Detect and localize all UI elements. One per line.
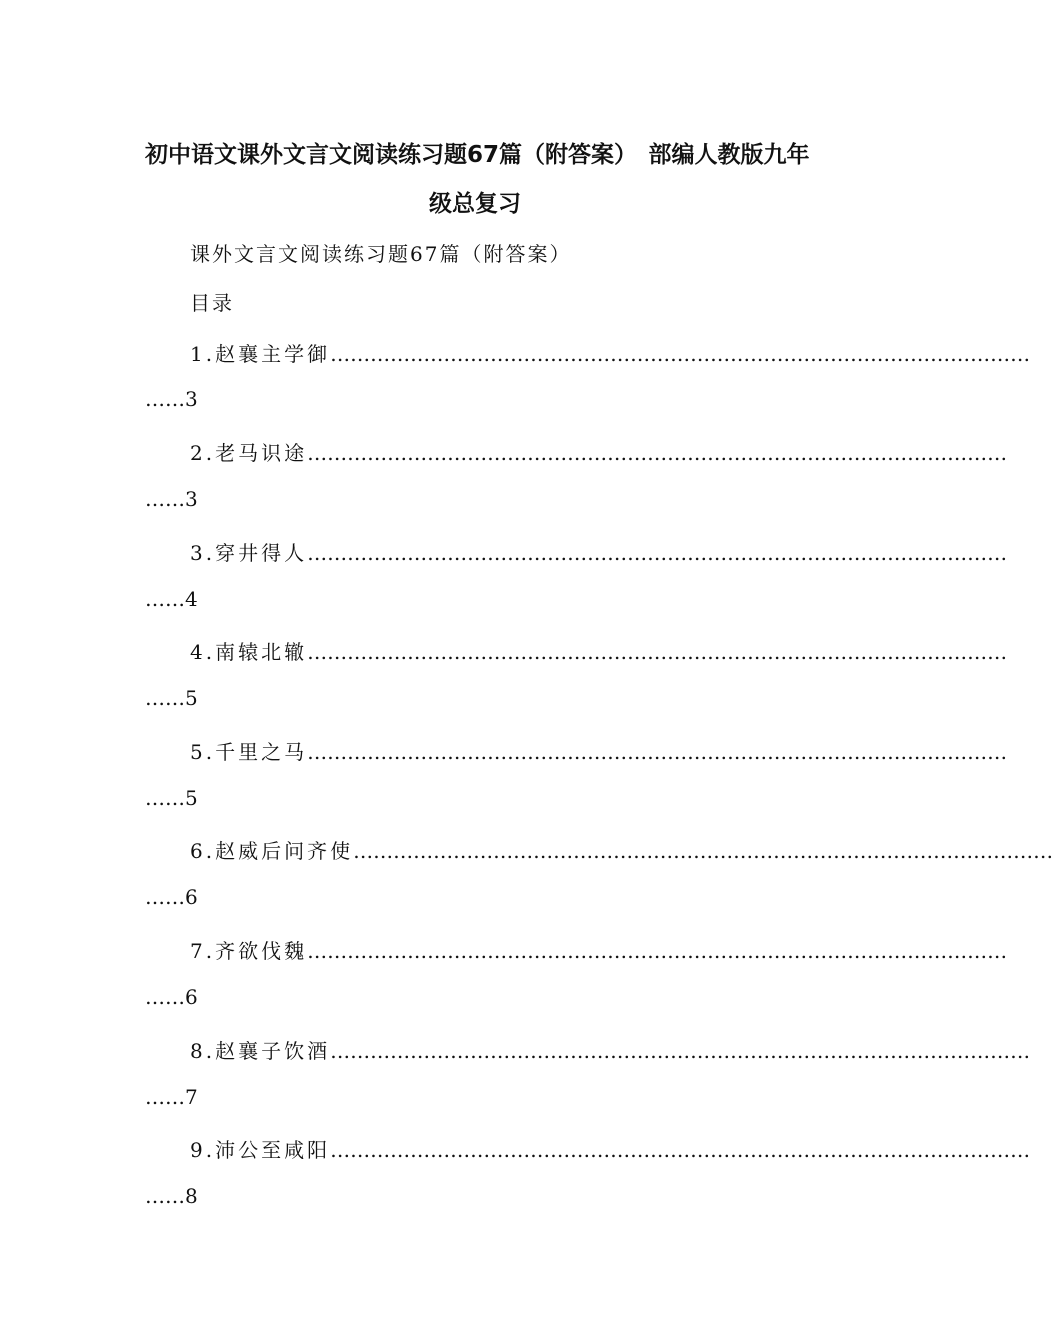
- subtitle: 课外文言文阅读练习题67篇（附答案）: [190, 242, 572, 266]
- toc-entry-page: ……5: [145, 786, 198, 810]
- toc-entry-page: ……8: [145, 1184, 198, 1208]
- toc-entry-label: 6.赵威后问齐使: [190, 839, 354, 863]
- toc-entry-label: 4.南辕北辙: [190, 640, 308, 664]
- toc-entry-label: 7.齐欲伐魏: [190, 939, 308, 963]
- toc-entry[interactable]: [190, 1134, 1031, 1162]
- toc-entry-label: 2.老马识途: [190, 441, 308, 465]
- toc-leader-dots: ……………………………………………………………………………………………: [307, 939, 1008, 963]
- toc-entry-label: 9.沛公至咸阳: [190, 1138, 331, 1162]
- toc-entry-page: ……5: [145, 686, 198, 710]
- toc-leader-dots: ……………………………………………………………………………………………: [353, 839, 1053, 863]
- document-title-line-2: 级总复习: [429, 191, 521, 217]
- toc-leader-dots: ……………………………………………………………………………………………: [307, 541, 1008, 565]
- toc-entry[interactable]: [190, 338, 1031, 366]
- toc-leader-dots: ……………………………………………………………………………………………: [307, 640, 1008, 664]
- toc-entry[interactable]: [190, 935, 1008, 963]
- toc-entry-label: 5.千里之马: [190, 740, 308, 764]
- toc-leader-dots: ……………………………………………………………………………………………: [307, 441, 1008, 465]
- toc-entry[interactable]: [190, 537, 1008, 565]
- toc-entry-page: ……6: [145, 985, 198, 1009]
- toc-entry-page: ……4: [145, 587, 198, 611]
- toc-heading: 目录: [190, 291, 234, 315]
- toc-entry-page: ……3: [145, 387, 198, 411]
- toc-entry-page: ……6: [145, 885, 198, 909]
- toc-entry[interactable]: [190, 835, 1053, 863]
- toc-entry[interactable]: [190, 636, 1008, 664]
- toc-leader-dots: ……………………………………………………………………………………………: [330, 1039, 1031, 1063]
- toc-entry-page: ……7: [145, 1085, 198, 1109]
- document-title-line-1: 初中语文课外文言文阅读练习题67篇（附答案） 部编人教版九年: [145, 142, 810, 168]
- toc-entry[interactable]: [190, 1035, 1031, 1063]
- toc-leader-dots: ……………………………………………………………………………………………: [330, 1138, 1031, 1162]
- toc-entry-label: 8.赵襄子饮酒: [190, 1039, 331, 1063]
- toc-entry-label: 3.穿井得人: [190, 541, 308, 565]
- toc-entry-page: ……3: [145, 487, 198, 511]
- toc-entry[interactable]: [190, 736, 1008, 764]
- toc-leader-dots: ……………………………………………………………………………………………: [307, 740, 1008, 764]
- toc-entry[interactable]: [190, 437, 1008, 465]
- toc-entry-label: 1.赵襄主学御: [190, 342, 331, 366]
- toc-leader-dots: ……………………………………………………………………………………………: [330, 342, 1031, 366]
